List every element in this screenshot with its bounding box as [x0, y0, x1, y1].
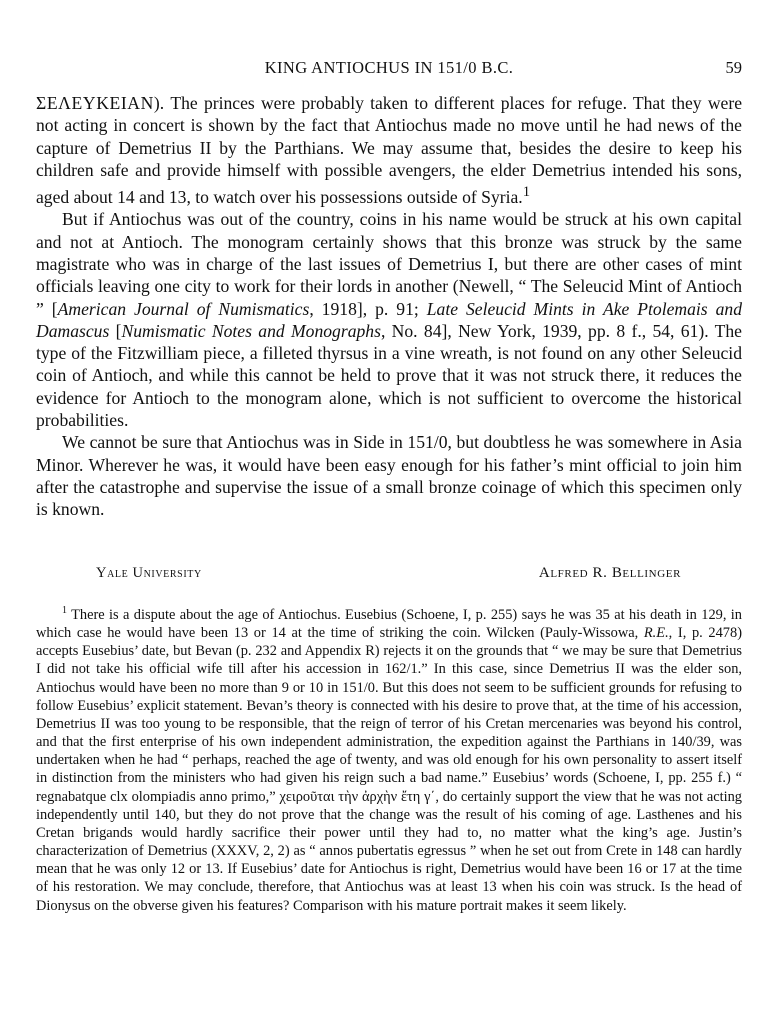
footnote-text-b: , I, p. 2478) accepts Eusebius’ date, but Bevan (p. 232 and Appendix R) rejects it on the grounds that “ we may be sure that Demetrius I did not take his official wife till after his accession in 162/1.” In this case, since Demetrius II was the elder son, Antiochus would have been no more than 9 or 10 in 151/0. But this does not seem to be sufficient grounds for refusing to follow Eusebius’ explicit statement. Bevan’s theory is connected with his desire to prove that, at the time of his accession, Demetrius II was too young to be responsible, that the reign of terror of his Cretan mercenaries was beyond his control, and that the first enterprise of his own independent administration, the expedition against the Parthians in 140/39, was undertaken when he had “ perhaps, reached the age of twenty, and was old enough for his own personality to assert itself in distinction from the ministers who had given his reign such a bad name.” Eusebius’ words (Schoene, I, pp. 255 f.) “ regnabatque clx olompiadis anno primo,” [36, 625, 742, 805]
author-affiliation: Yale University [96, 565, 202, 581]
citation-title-3: Numismatic Notes and Monographs [121, 320, 381, 341]
signature-block [96, 565, 681, 585]
greek-legend: ΣΕΛΕΥΚΕΙΑΝ [36, 93, 154, 113]
footnote [36, 606, 742, 915]
footnote-citation: R.E. [643, 625, 669, 642]
paragraph-2-text-b: , 1918], p. 91; [309, 298, 427, 319]
running-head: KING ANTIOCHUS IN 151/0 B.C. [264, 58, 514, 77]
paragraph-1-text: ). The princes were probably taken to different places for refuge. That they were not acting in concert is shown by the fact that Antiochus made no move until he had news of the capture of Demetrius II by the Parthians. We may assume that, besides the desire to keep his children safe and provide himself with possible avengers, the elder Demetrius intended his sons, aged about 14 and 13, to watch over his possessions outside of Syria. [36, 93, 742, 208]
page-header [36, 58, 742, 80]
citation-title-1: American Journal of Numismatics [57, 298, 310, 319]
author-name: Alfred R. Bellinger [538, 565, 681, 581]
paragraph-2-text-c: [ [109, 320, 122, 341]
paragraph-3: We cannot be sure that Antiochus was in Side in 151/0, but doubtless he was somewhere in Asia Minor. Wherever he was, it would have been easy enough for his father’s mint official to join him after the catastrophe and supervise the issue of a small bronze coinage of which this specimen only is known. [36, 432, 742, 520]
footnote-reference: 1 [522, 184, 531, 201]
footnote-greek: χειροῦται τὴν ἀρχὴν ἔτη γ΄ [279, 788, 436, 805]
paragraph-2-text-a: But if Antiochus was out of the country, coins in his name would be struck at his own capital and not at Antioch. The monogram certainly shows that this bronze was struck by the same magistrate who was in charge of the last issues of Demetrius I, but there are other cases of mint officials leaving one city to work for their lords in another (Newell, “ The Seleucid Mint of Antioch ” [ [36, 209, 742, 319]
page-number: 59 [725, 58, 742, 77]
paragraph-2-text-d: , No. 84], New York, 1939, pp. 8 f., 54, 61). The type of the Fitzwilliam piece, a filleted thyrsus in a vine wreath, is not found on any other Seleucid coin of Antioch, and while this cannot be held to prove that it was not struck there, it reduces the evidence for Antioch to the monogram alone, which is not sufficient to overcome the historical probabilities. [36, 320, 742, 431]
footnote-text-c: , do certainly support the view that he was not acting independently until 140, but they do not prove that the change was the result of his coming of age. Lasthenes and his Cretan brigands would hardly sacrifice their power until they had to, no matter what the king’s age. Justin’s characterization of Demetrius (XXXV, 2, 2) as “ annos pubertatis egressus ” when he set out from Crete in 148 can hardly mean that he was only 12 or 13. If Eusebius’ date for Antiochus is right, Demetrius would have been 16 or 17 at the time of his restoration. We may conclude, therefore, that Antiochus was at least 13 when his coin was struck. Is the head of Dionysus on the obverse given his features? Comparison with his mature portrait makes it seem likely. [36, 788, 742, 914]
footnote-1 [36, 606, 742, 915]
footnote-text-a: There is a dispute about the age of Antiochus. Eusebius (Schoene, I, p. 255) says he was 35 at his death in 129, in which case he would have been 13 or 14 at the time of striking the coin. Wilcken (Pauly-Wissowa, [36, 607, 742, 642]
paragraph-1 [36, 92, 742, 208]
citation-title-2: Late Seleucid Mints in Ake Ptolemais and Damascus [36, 298, 743, 341]
body-text [36, 92, 742, 521]
footnote-marker: 1 [62, 605, 67, 617]
paragraph-2 [36, 208, 742, 431]
